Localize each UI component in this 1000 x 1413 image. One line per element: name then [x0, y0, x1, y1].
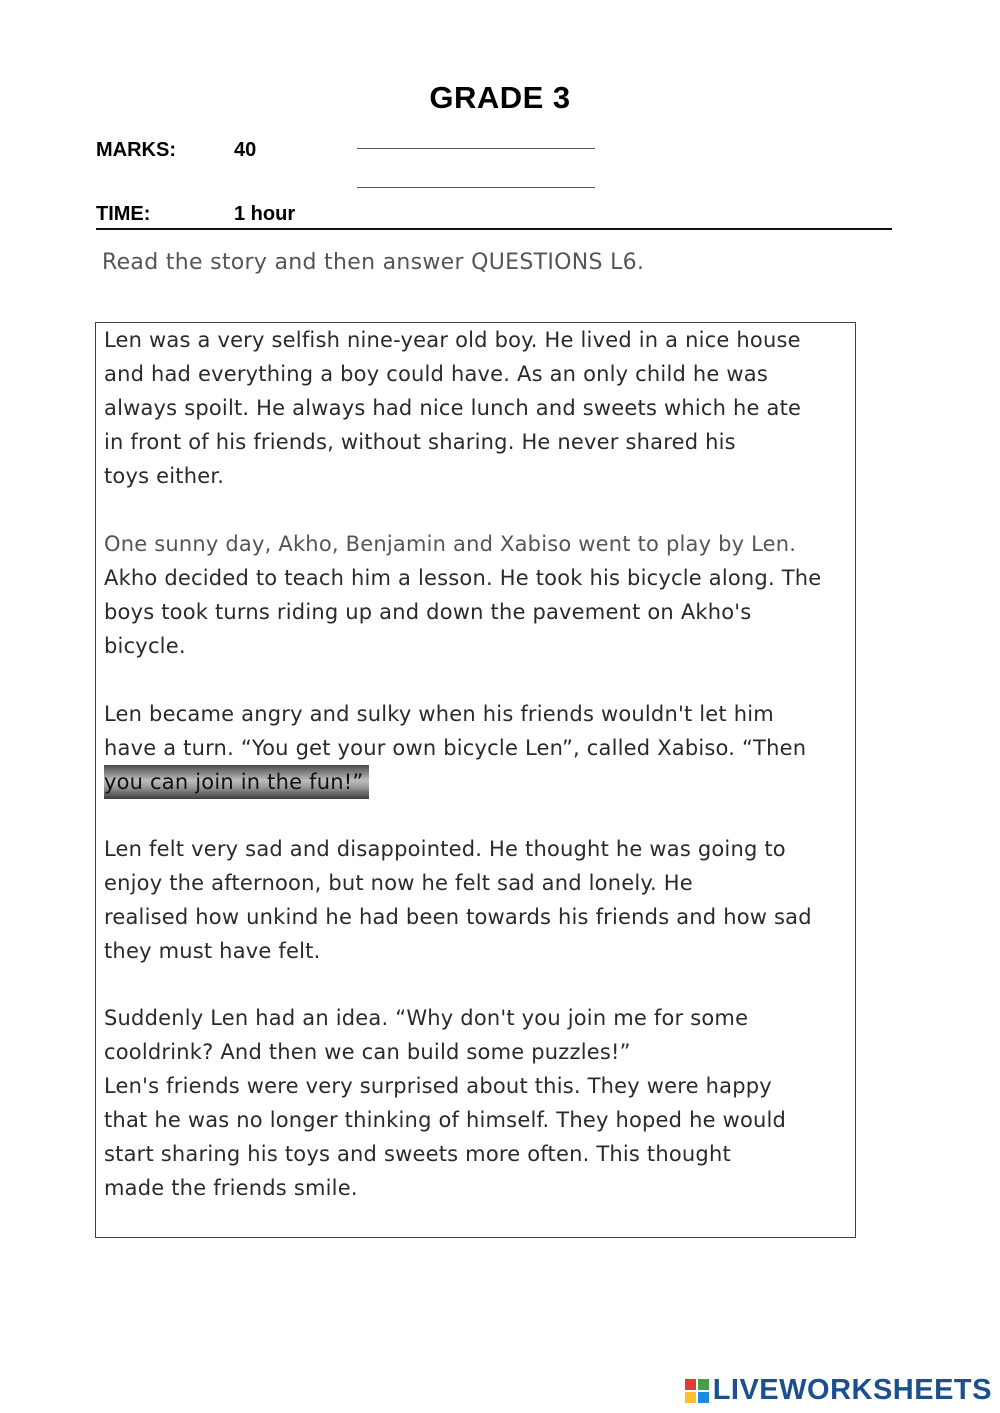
story-line: Len was a very selfish nine-year old boy. He lived in a nice house: [104, 328, 801, 352]
story-line: Len's friends were very surprised about this. They were happy: [104, 1074, 772, 1098]
logo-text: LIVEWORKSHEETS: [712, 1374, 992, 1406]
story-line: have a turn. “You get your own bicycle Len”, called Xabiso. “Then: [104, 736, 807, 760]
story-paragraph-1: [104, 323, 854, 493]
story-paragraph-2: [104, 527, 854, 663]
highlighted-story-line: you can join in the fun!”: [104, 765, 369, 799]
story-line: One sunny day, Akho, Benjamin and Xabiso went to play by Len.: [104, 532, 797, 556]
time-label: TIME:: [96, 203, 151, 225]
date-blank-line: [357, 187, 595, 188]
story-line: Suddenly Len had an idea. “Why don't you join me for some: [104, 1006, 749, 1030]
story-line: toys either.: [104, 464, 225, 488]
story-line: Len became angry and sulky when his friends wouldn't let him: [104, 702, 774, 726]
story-line: realised how unkind he had been towards his friends and how sad: [104, 905, 812, 929]
story-line: in front of his friends, without sharing. He never shared his: [104, 430, 736, 454]
story-line: and had everything a boy could have. As an only child he was: [104, 362, 768, 386]
story-line: bicycle.: [104, 634, 186, 658]
story-line: they must have felt.: [104, 939, 321, 963]
story-line: Len felt very sad and disappointed. He thought he was going to: [104, 837, 786, 861]
story-line: boys took turns riding up and down the pavement on Akho's: [104, 600, 752, 624]
time-value: 1 hour: [234, 203, 296, 225]
story-line: start sharing his toys and sweets more often. This thought: [104, 1142, 731, 1166]
instruction-text: Read the story and then answer QUESTIONS L6.: [102, 250, 645, 275]
marks-value: 40: [234, 139, 257, 161]
logo-square: [698, 1392, 709, 1403]
story-line: that he was no longer thinking of himself. They hoped he would: [104, 1108, 787, 1132]
logo-grid-icon: [685, 1379, 709, 1403]
story-line: cooldrink? And then we can build some puzzles!”: [104, 1040, 631, 1064]
story-box: [95, 322, 856, 1238]
story-line: enjoy the afternoon, but now he felt sad and lonely. He: [104, 871, 693, 895]
worksheet-title: GRADE 3: [429, 80, 571, 115]
liveworksheets-logo[interactable]: [685, 1374, 992, 1407]
header-divider: [96, 228, 892, 230]
name-blank-line: [357, 148, 595, 149]
story-line: made the friends smile.: [104, 1176, 358, 1200]
story-paragraph-5: [104, 1001, 854, 1205]
story-paragraph-4: [104, 832, 854, 968]
logo-square: [685, 1392, 696, 1403]
story-paragraph-3: [104, 697, 854, 799]
story-line: always spoilt. He always had nice lunch and sweets which he ate: [104, 396, 802, 420]
logo-square: [698, 1379, 709, 1390]
logo-square: [685, 1379, 696, 1390]
story-line: Akho decided to teach him a lesson. He took his bicycle along. The: [104, 566, 822, 590]
marks-label: MARKS:: [96, 139, 176, 161]
